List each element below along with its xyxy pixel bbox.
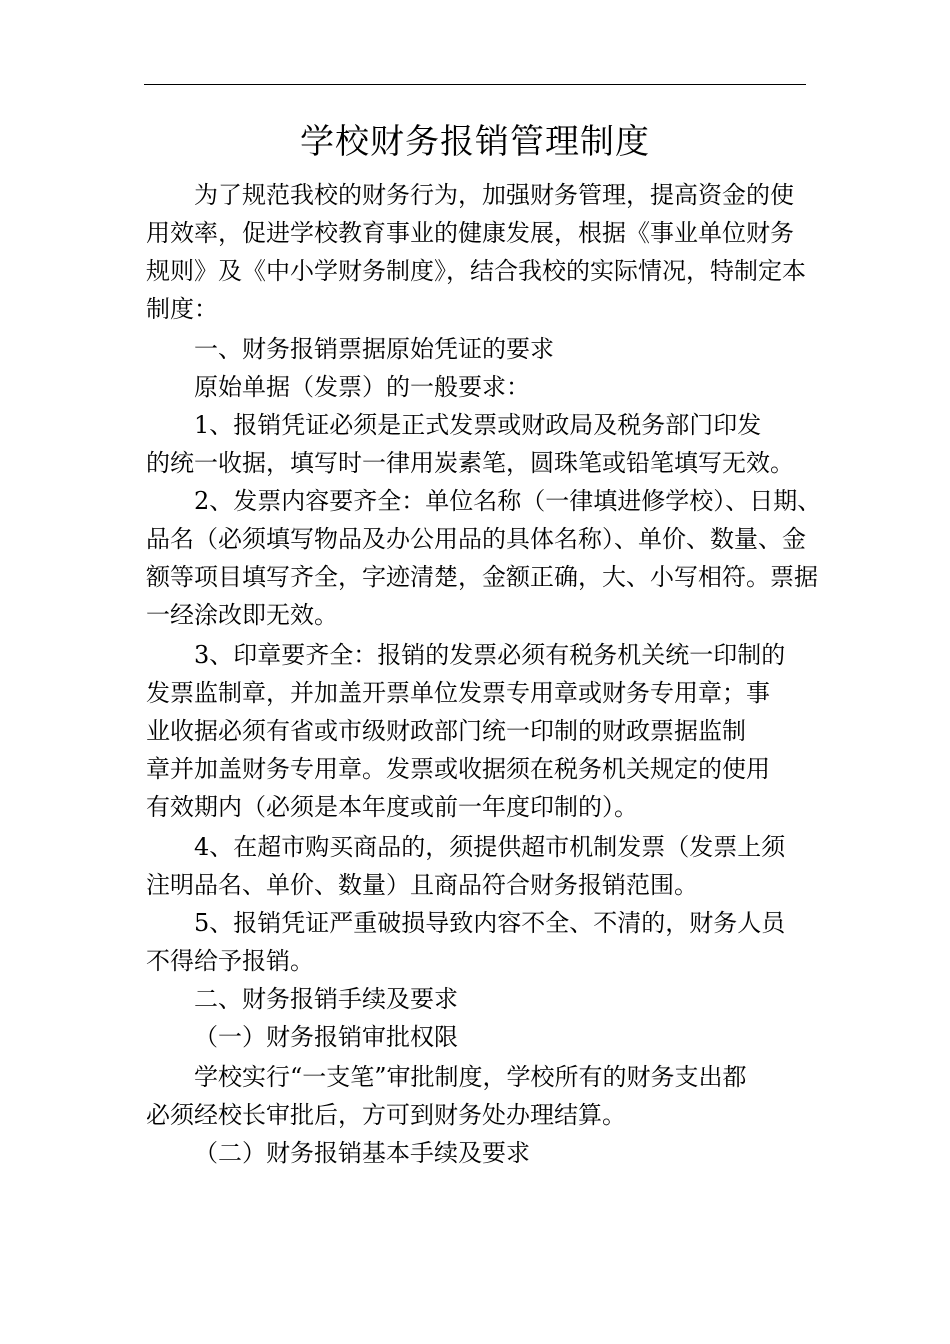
- body-line: 业收据必须有省或市级财政部门统一印制的财政票据监制: [146, 717, 746, 745]
- body-line: 学校实行“一支笔”审批制度，学校所有的财务支出都: [194, 1063, 747, 1091]
- body-line: 必须经校长审批后，方可到财务处办理结算。: [146, 1101, 626, 1129]
- body-line: 制度：: [146, 295, 218, 323]
- subsection-heading: （二）财务报销基本手续及要求: [194, 1139, 530, 1167]
- list-item: 4、在超市购买商品的，须提供超市机制发票（发票上须: [194, 833, 786, 861]
- body-line: 品名（必须填写物品及办公用品的具体名称）、单价、数量、金: [146, 525, 806, 553]
- body-line: 一经涂改即无效。: [146, 601, 338, 629]
- list-item: 3、印章要齐全：报销的发票必须有税务机关统一印制的: [194, 641, 786, 669]
- header-rule: [144, 84, 806, 85]
- section-heading: 一、财务报销票据原始凭证的要求: [194, 335, 554, 363]
- body-line: 用效率，促进学校教育事业的健康发展，根据《事业单位财务: [146, 219, 794, 247]
- body-line: 有效期内（必须是本年度或前一年度印制的）。: [146, 793, 638, 821]
- body-line: 不得给予报销。: [146, 947, 314, 975]
- body-line: 的统一收据，填写时一律用炭素笔，圆珠笔或铅笔填写无效。: [146, 449, 794, 477]
- document-title: 学校财务报销管理制度: [300, 122, 650, 162]
- body-line: 章并加盖财务专用章。发票或收据须在税务机关规定的使用: [146, 755, 770, 783]
- list-item: 5、报销凭证严重破损导致内容不全、不清的，财务人员: [194, 909, 786, 937]
- body-line: 原始单据（发票）的一般要求：: [194, 373, 530, 401]
- body-line: 规则》及《中小学财务制度》，结合我校的实际情况，特制定本: [146, 257, 806, 285]
- body-line: 额等项目填写齐全，字迹清楚，金额正确，大、小写相符。票据: [146, 563, 818, 591]
- list-item: 1、报销凭证必须是正式发票或财政局及税务部门印发: [194, 411, 762, 439]
- body-line: 注明品名、单价、数量）且商品符合财务报销范围。: [146, 871, 698, 899]
- subsection-heading: （一）财务报销审批权限: [194, 1023, 458, 1051]
- body-line: 为了规范我校的财务行为，加强财务管理，提高资金的使: [194, 181, 794, 209]
- section-heading: 二、财务报销手续及要求: [194, 985, 458, 1013]
- body-line: 发票监制章，并加盖开票单位发票专用章或财务专用章；事: [146, 679, 770, 707]
- list-item: 2、发票内容要齐全：单位名称（一律填进修学校）、日期、: [194, 487, 822, 515]
